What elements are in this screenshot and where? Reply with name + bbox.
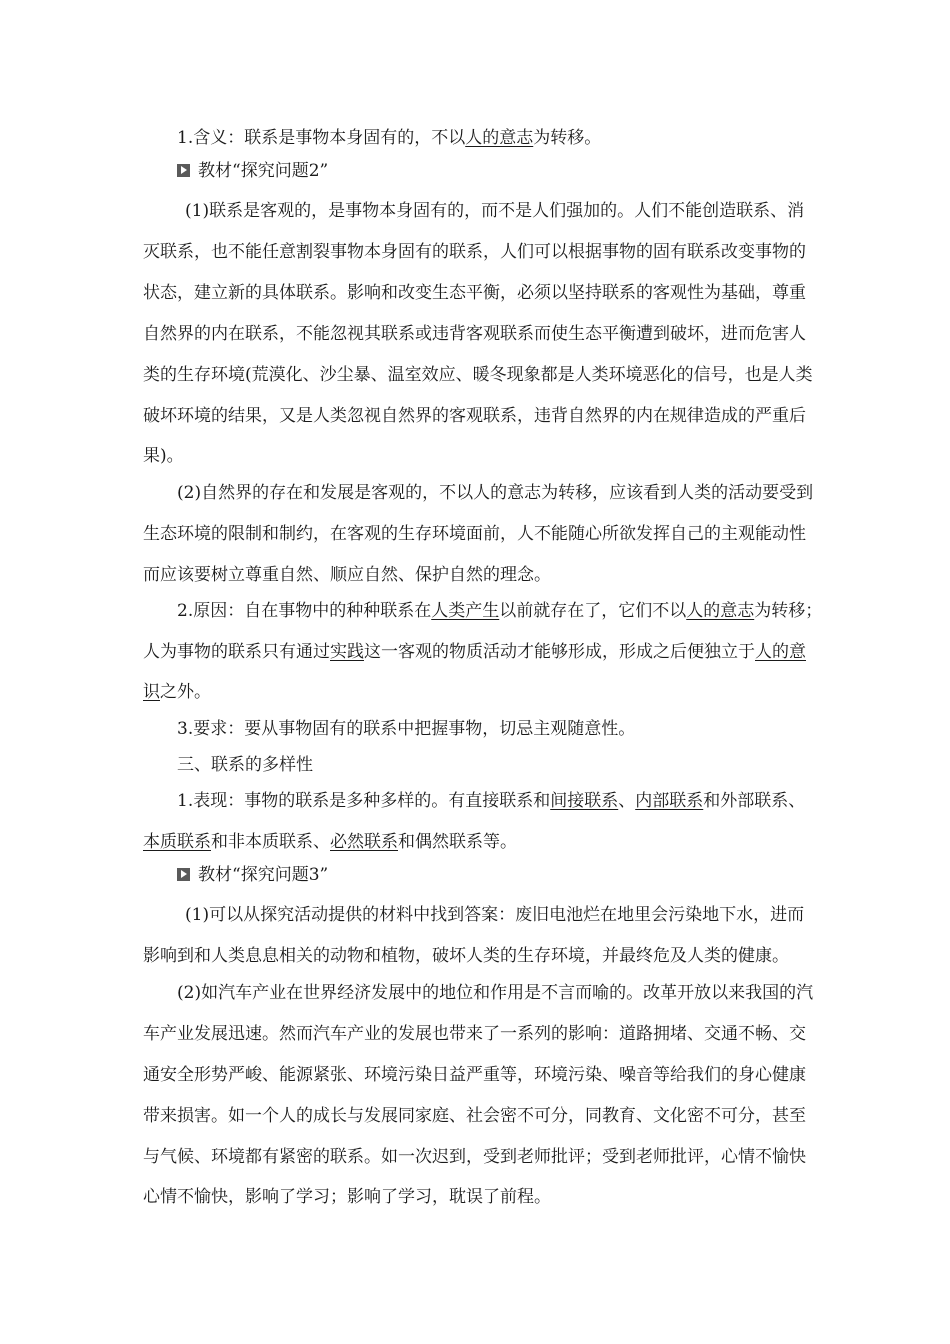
underlined-term: 本质联系 <box>143 832 211 852</box>
manifestation-paragraph: 1.表现：事物的联系是多种多样的。有直接联系和间接联系、内部联系和外部联系、 <box>177 791 806 811</box>
answer-line: (1)联系是客观的，是事物本身固有的，而不是人们强加的。人们不能创造联系、消 <box>185 201 805 221</box>
answer-line: 带来损害。如一个人的成长与发展同家庭、社会密不可分，同教育、文化密不可分，甚至 <box>143 1106 806 1126</box>
answer-line: 与气候、环境都有紧密的联系。如一次迟到，受到老师批评；受到老师批评，心情不愉快 <box>143 1147 806 1167</box>
reason-paragraph: 人为事物的联系只有通过实践这一客观的物质活动才能够形成，形成之后便独立于人的意 <box>143 642 806 662</box>
answer-line: 车产业发展迅速。然而汽车产业的发展也带来了一系列的影响：道路拥堵、交通不畅、交 <box>143 1024 806 1044</box>
answer-line: 自然界的内在联系，不能忽视其联系或违背客观联系而使生态平衡遭到破坏，进而危害人 <box>143 324 806 344</box>
underlined-term: 人的意 <box>755 642 806 662</box>
answer-line: (1)可以从探究活动提供的材料中找到答案：废旧电池烂在地里会污染地下水，进而 <box>185 905 805 925</box>
underlined-term: 内部联系 <box>635 791 704 811</box>
underlined-term: 人的意志 <box>686 601 755 621</box>
answer-line: 而应该要树立尊重自然、顺应自然、保护自然的理念。 <box>143 565 551 585</box>
answer-line: 影响到和人类息息相关的动物和植物，破坏人类的生存环境，并最终危及人类的健康。 <box>143 946 789 966</box>
reason-paragraph: 识之外。 <box>143 682 211 702</box>
play-icon <box>177 164 190 177</box>
underlined-term: 人类产生 <box>431 601 500 621</box>
underlined-term: 必然联系 <box>330 832 398 852</box>
textbook-question-2-label: 教材“探究问题2” <box>177 159 328 183</box>
underlined-term: 实践 <box>330 642 364 662</box>
textbook-question-3-label: 教材“探究问题3” <box>177 863 328 887</box>
section-heading: 三、联系的多样性 <box>177 755 313 775</box>
reason-paragraph: 2.原因：自在事物中的种种联系在人类产生以前就存在了，它们不以人的意志为转移； <box>177 601 823 621</box>
answer-line: 类的生存环境(荒漠化、沙尘暴、温室效应、暖冬现象都是人类环境恶化的信号，也是人类 <box>143 365 813 385</box>
manifestation-paragraph: 本质联系和非本质联系、必然联系和偶然联系等。 <box>143 832 517 852</box>
answer-line: 果)。 <box>143 446 184 466</box>
answer-line: 灭联系，也不能任意割裂事物本身固有的联系，人们可以根据事物的固有联系改变事物的 <box>143 242 806 262</box>
underlined-term: 间接联系 <box>550 791 619 811</box>
underlined-term: 识 <box>143 682 160 702</box>
requirement-paragraph: 3.要求：要从事物固有的联系中把握事物，切忌主观随意性。 <box>177 719 636 739</box>
meaning-paragraph: 1.含义：联系是事物本身固有的，不以人的意志为转移。 <box>177 128 602 148</box>
answer-line: 心情不愉快，影响了学习；影响了学习，耽误了前程。 <box>143 1187 551 1207</box>
answer-line: 破坏环境的结果，又是人类忽视自然界的客观联系，违背自然界的内在规律造成的严重后 <box>143 406 806 426</box>
answer-line: 通安全形势严峻、能源紧张、环境污染日益严重等，环境污染、噪音等给我们的身心健康 <box>143 1065 806 1085</box>
answer-line: 生态环境的限制和制约，在客观的生存环境面前，人不能随心所欲发挥自己的主观能动性 <box>143 524 806 544</box>
answer-line: (2)自然界的存在和发展是客观的，不以人的意志为转移，应该看到人类的活动要受到 <box>177 483 814 503</box>
answer-line: (2)如汽车产业在世界经济发展中的地位和作用是不言而喻的。改革开放以来我国的汽 <box>177 983 814 1003</box>
play-icon <box>177 868 190 881</box>
underlined-term: 人的意志 <box>465 128 534 148</box>
answer-line: 状态，建立新的具体联系。影响和改变生态平衡，必须以坚持联系的客观性为基础，尊重 <box>143 283 806 303</box>
